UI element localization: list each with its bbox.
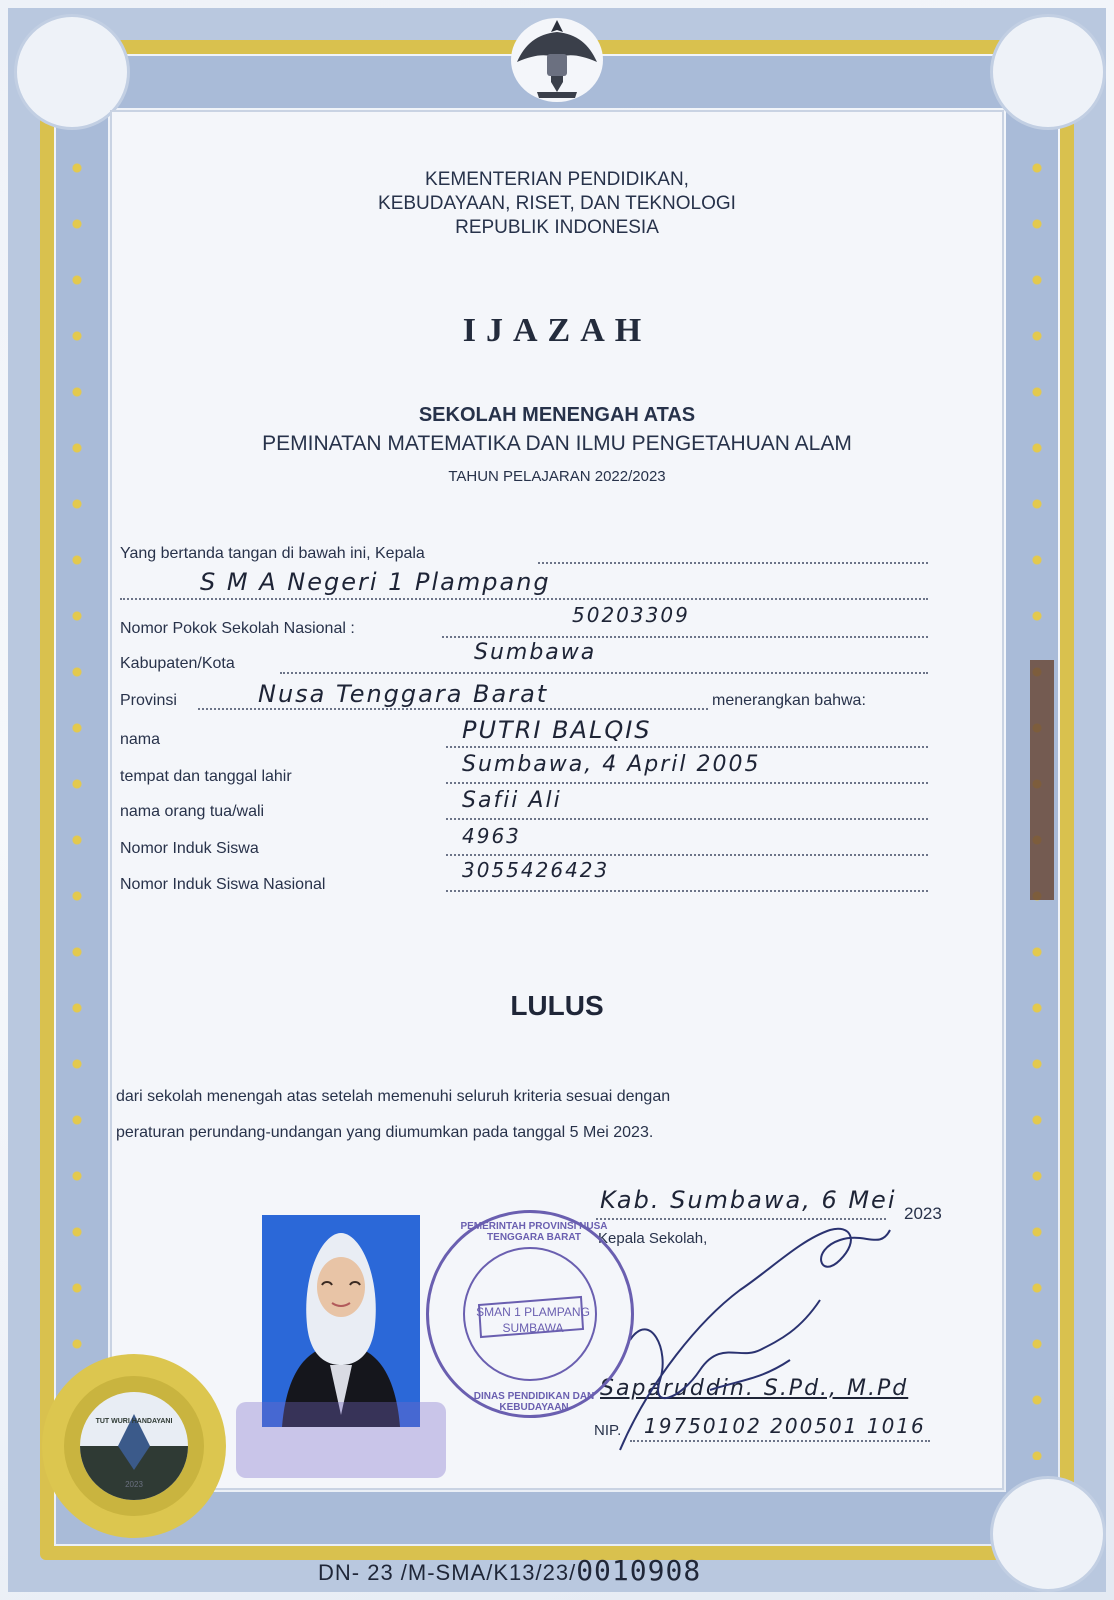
dotted-line — [446, 818, 928, 820]
corner-ornament-bottom-right — [990, 1476, 1106, 1592]
ministry-line-3: REPUBLIK INDONESIA — [455, 217, 659, 238]
dotted-line — [446, 746, 928, 748]
nip-label: NIP. — [594, 1422, 622, 1439]
ttl-label: tempat dan tanggal lahir — [120, 768, 292, 785]
stamp-inner-line-1: SMAN 1 PLAMPANG — [476, 1305, 590, 1319]
gold-seal — [40, 1352, 228, 1540]
student-portrait-image — [262, 1215, 420, 1427]
ortu-label: nama orang tua/wali — [120, 803, 265, 820]
parent-name-value: Safii Ali — [462, 788, 562, 813]
dotted-line — [280, 672, 928, 674]
certificate-serial — [318, 1554, 701, 1587]
left-gold-dots — [70, 140, 84, 1460]
sign-place-date: Kab. Sumbawa, 6 Mei — [600, 1186, 897, 1214]
vertical-serial-stamp-icon — [1022, 660, 1062, 900]
school-stamp — [426, 1210, 634, 1418]
kabupaten-value: Sumbawa — [474, 640, 597, 665]
nisn-label: Nomor Induk Siswa Nasional — [120, 876, 326, 893]
document-title: IJAZAH — [462, 312, 652, 349]
menerangkan-label: menerangkan bahwa: — [712, 692, 866, 709]
statement-line-2: peraturan perundang-undangan yang diumumkan pada tanggal 5 Mei 2023. — [116, 1124, 654, 1141]
program-name: PEMINATAN MATEMATIKA DAN ILMU PENGETAHUAN ALAM — [262, 432, 852, 455]
nama-label: nama — [120, 731, 161, 748]
ministry-line-2: KEBUDAYAAN, RISET, DAN TEKNOLOGI — [378, 193, 736, 214]
dotted-line — [442, 636, 928, 638]
statement-line-1: dari sekolah menengah atas setelah memenuhi seluruh kriteria sesuai dengan — [116, 1088, 671, 1105]
student-name-value: PUTRI BALQIS — [462, 716, 652, 744]
serial-number: 0010908 — [576, 1554, 702, 1587]
birth-place-date-value: Sumbawa, 4 April 2005 — [462, 752, 761, 777]
corner-ornament-top-right — [990, 14, 1106, 130]
provinsi-value: Nusa Tenggara Barat — [258, 680, 549, 708]
nis-value: 4963 — [462, 824, 521, 848]
student-photo — [262, 1215, 420, 1427]
sign-year: 2023 — [904, 1204, 942, 1223]
dotted-line — [446, 890, 928, 892]
principal-role: Kepala Sekolah, — [598, 1230, 708, 1247]
npsn-label: Nomor Pokok Sekolah Nasional : — [120, 620, 355, 637]
ministry-line-1: KEMENTERIAN PENDIDIKAN, — [425, 169, 689, 190]
provinsi-label: Provinsi — [120, 692, 177, 709]
npsn-value: 50203309 — [572, 603, 690, 627]
graduation-status: LULUS — [510, 990, 604, 1021]
kabupaten-label: Kabupaten/Kota — [120, 655, 235, 672]
stamp-outer-bottom-text: DINAS PENDIDIKAN DAN KEBUDAYAAN — [473, 1391, 595, 1413]
tut-wuri-seal-icon — [40, 1352, 228, 1540]
school-name-value: S M A Negeri 1 Plampang — [200, 568, 551, 596]
intro-label: Yang bertanda tangan di bawah ini, Kepala — [120, 545, 425, 562]
ministry-heading — [112, 168, 1002, 240]
academic-year: TAHUN PELAJARAN 2022/2023 — [448, 468, 666, 485]
dotted-line — [538, 562, 928, 564]
seal-motto: TUT WURI HANDAYANI — [95, 1418, 173, 1425]
nip-value: 19750102 200501 1016 — [644, 1414, 926, 1438]
nis-label: Nomor Induk Siswa — [120, 840, 259, 857]
stamp-ink-smudge — [236, 1402, 446, 1478]
stamp-inner-line-2: SUMBAWA — [502, 1321, 564, 1335]
garuda-emblem-icon — [507, 12, 607, 104]
stamp-outer-top-text: PEMERINTAH PROVINSI NUSA TENGGARA BARAT — [460, 1221, 608, 1243]
serial-prefix: DN- 23 /M-SMA/K13/23/ — [318, 1560, 577, 1585]
dotted-line — [446, 854, 928, 856]
seal-year: 2023 — [125, 1480, 143, 1489]
dotted-line — [446, 782, 928, 784]
dotted-line — [198, 708, 708, 710]
school-level: SEKOLAH MENENGAH ATAS — [418, 404, 696, 426]
principal-signature — [590, 1180, 910, 1480]
nisn-value: 3055426423 — [462, 858, 610, 882]
principal-name: Saparuddin. S.Pd., M.Pd — [600, 1376, 909, 1401]
dotted-line — [120, 598, 928, 600]
